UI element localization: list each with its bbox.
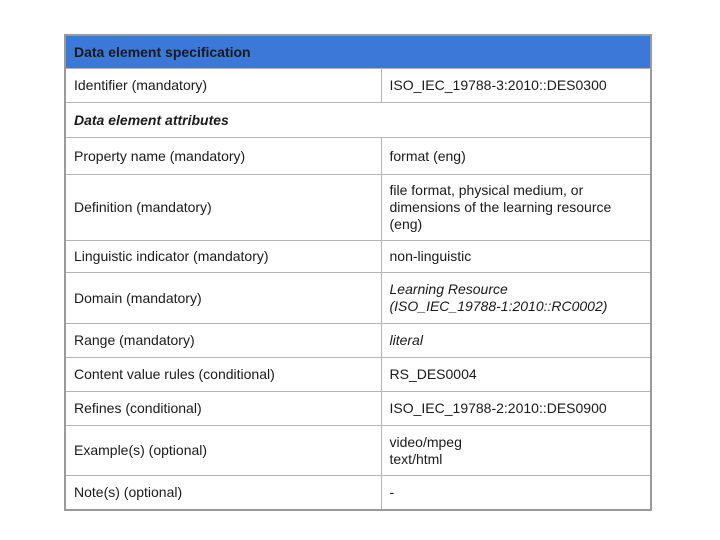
row-label: Range (mandatory)	[65, 324, 381, 358]
data-element-spec-table	[64, 34, 652, 511]
row-value: format (eng)	[381, 138, 651, 175]
section-row	[65, 103, 651, 138]
row-label: Domain (mandatory)	[65, 273, 381, 324]
table-row	[65, 426, 651, 476]
row-label: Refines (conditional)	[65, 392, 381, 426]
row-value: video/mpeg text/html	[381, 426, 651, 476]
table-row	[65, 476, 651, 510]
section-title: Data element attributes	[65, 103, 651, 138]
row-value: -	[381, 476, 651, 510]
row-label: Content value rules (conditional)	[65, 358, 381, 392]
row-label: Note(s) (optional)	[65, 476, 381, 510]
row-value: non-linguistic	[381, 241, 651, 273]
table-row	[65, 241, 651, 273]
row-value: file format, physical medium, or dimensions of the learning resource (eng)	[381, 175, 651, 241]
row-value: ISO_IEC_19788-2:2010::DES0900	[381, 392, 651, 426]
table-header-row	[65, 35, 651, 69]
row-label: Definition (mandatory)	[65, 175, 381, 241]
table-row	[65, 392, 651, 426]
identifier-row	[65, 69, 651, 103]
row-value: RS_DES0004	[381, 358, 651, 392]
table-header: Data element specification	[65, 35, 651, 69]
identifier-value: ISO_IEC_19788-3:2010::DES0300	[381, 69, 651, 103]
row-label: Example(s) (optional)	[65, 426, 381, 476]
row-value: literal	[381, 324, 651, 358]
table-row	[65, 273, 651, 324]
row-label: Property name (mandatory)	[65, 138, 381, 175]
identifier-label: Identifier (mandatory)	[65, 69, 381, 103]
table-row	[65, 358, 651, 392]
table-row	[65, 138, 651, 175]
row-label: Linguistic indicator (mandatory)	[65, 241, 381, 273]
table-row	[65, 324, 651, 358]
table-row	[65, 175, 651, 241]
row-value: Learning Resource (ISO_IEC_19788-1:2010::RC0002)	[381, 273, 651, 324]
